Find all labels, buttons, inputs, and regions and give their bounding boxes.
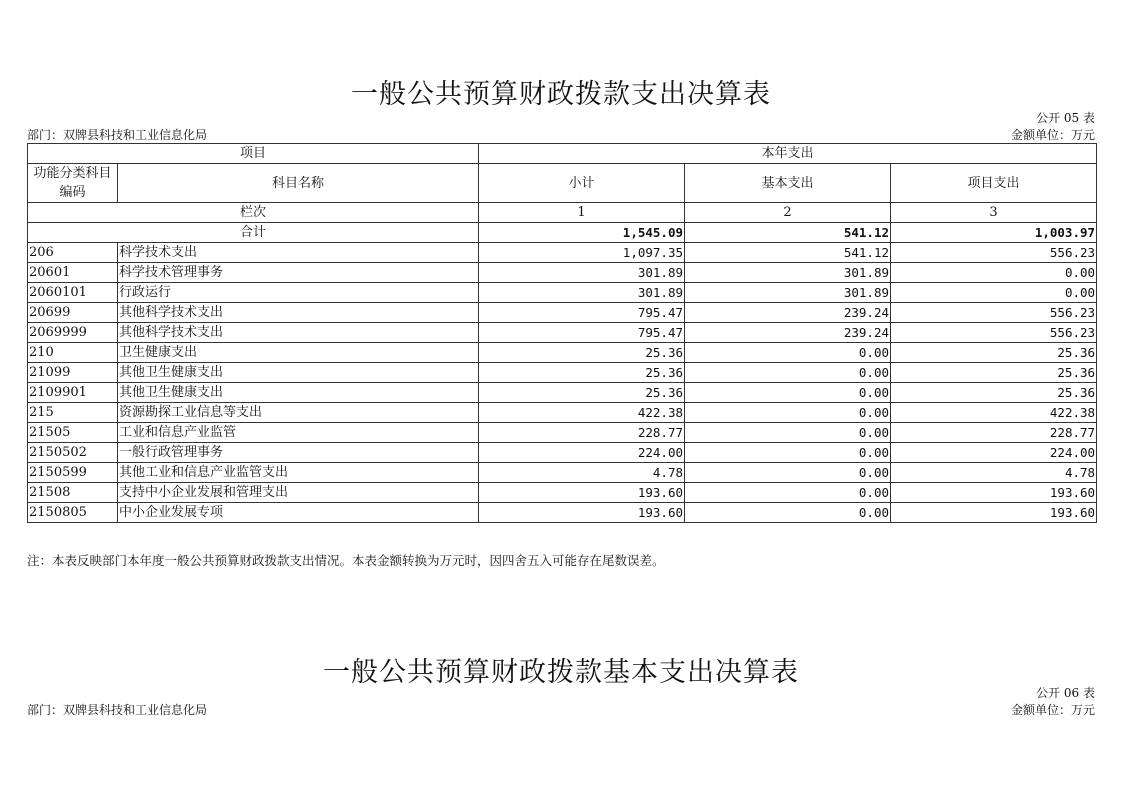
row-name: 其他卫生健康支出 (118, 363, 479, 383)
header-subtotal: 小计 (479, 164, 685, 203)
row-basic: 0.00 (685, 443, 891, 463)
row-subtotal: 1,097.35 (479, 243, 685, 263)
table2-unit: 金额单位：万元 (1010, 703, 1095, 717)
total-label: 合计 (28, 223, 479, 243)
row-name: 科学技术支出 (118, 243, 479, 263)
row-subtotal: 795.47 (479, 323, 685, 343)
table1-note: 注：本表反映部门本年度一般公共预算财政拨款支出情况。本表金额转换为万元时，因四舍五入可能存在尾数误差。 (27, 553, 665, 568)
table-row (28, 363, 1097, 383)
table-row (28, 503, 1097, 523)
header-row-2 (28, 164, 1097, 203)
header-basic: 基本支出 (685, 164, 891, 203)
row-subtotal: 224.00 (479, 443, 685, 463)
table-row (28, 303, 1097, 323)
table1-dept: 部门：双牌县科技和工业信息化局 (27, 128, 208, 142)
row-basic: 0.00 (685, 503, 891, 523)
row-subtotal: 301.89 (479, 263, 685, 283)
total-subtotal: 1,545.09 (479, 223, 685, 243)
row-name: 其他科学技术支出 (118, 303, 479, 323)
row-code: 206 (28, 243, 118, 263)
row-project: 556.23 (891, 243, 1097, 263)
total-basic: 541.12 (685, 223, 891, 243)
row-project: 193.60 (891, 483, 1097, 503)
row-subtotal: 795.47 (479, 303, 685, 323)
row-project: 556.23 (891, 323, 1097, 343)
row-subtotal: 228.77 (479, 423, 685, 443)
row-code: 20699 (28, 303, 118, 323)
row-name: 行政运行 (118, 283, 479, 303)
row-name: 卫生健康支出 (118, 343, 479, 363)
table2-code: 公开 06 表 (1036, 686, 1095, 700)
header-project-spend: 项目支出 (891, 164, 1097, 203)
table-row (28, 323, 1097, 343)
table-row (28, 443, 1097, 463)
row-project: 25.36 (891, 383, 1097, 403)
row-basic: 301.89 (685, 283, 891, 303)
table1-unit: 金额单位：万元 (1010, 128, 1095, 142)
lanci-label: 栏次 (28, 203, 479, 223)
row-project: 193.60 (891, 503, 1097, 523)
row-subtotal: 301.89 (479, 283, 685, 303)
row-project: 0.00 (891, 283, 1097, 303)
total-row (28, 223, 1097, 243)
total-project: 1,003.97 (891, 223, 1097, 243)
row-basic: 0.00 (685, 383, 891, 403)
row-subtotal: 25.36 (479, 343, 685, 363)
row-subtotal: 193.60 (479, 483, 685, 503)
row-name: 其他科学技术支出 (118, 323, 479, 343)
row-code: 215 (28, 403, 118, 423)
table1-code: 公开 05 表 (1036, 111, 1095, 125)
row-project: 25.36 (891, 363, 1097, 383)
row-basic: 301.89 (685, 263, 891, 283)
row-basic: 0.00 (685, 403, 891, 423)
row-name: 支持中小企业发展和管理支出 (118, 483, 479, 503)
row-subtotal: 422.38 (479, 403, 685, 423)
row-code: 21099 (28, 363, 118, 383)
header-year-spend: 本年支出 (479, 144, 1097, 164)
table-row (28, 383, 1097, 403)
row-subtotal: 4.78 (479, 463, 685, 483)
row-project: 556.23 (891, 303, 1097, 323)
table1-title: 一般公共预算财政拨款支出决算表 (351, 79, 771, 110)
row-code: 2150502 (28, 443, 118, 463)
row-name: 工业和信息产业监管 (118, 423, 479, 443)
table-row (28, 343, 1097, 363)
table2-title: 一般公共预算财政拨款基本支出决算表 (323, 657, 799, 688)
row-basic: 239.24 (685, 323, 891, 343)
row-basic: 0.00 (685, 463, 891, 483)
row-code: 2069999 (28, 323, 118, 343)
table-row (28, 463, 1097, 483)
row-code: 20601 (28, 263, 118, 283)
row-code: 2150805 (28, 503, 118, 523)
row-project: 25.36 (891, 343, 1097, 363)
row-name: 中小企业发展专项 (118, 503, 479, 523)
row-project: 224.00 (891, 443, 1097, 463)
header-func-code: 功能分类科目编码 (28, 164, 118, 203)
row-basic: 0.00 (685, 343, 891, 363)
col-index-3: 3 (891, 203, 1097, 223)
row-basic: 0.00 (685, 483, 891, 503)
table2-dept: 部门：双牌县科技和工业信息化局 (27, 703, 208, 717)
row-code: 2109901 (28, 383, 118, 403)
table-row (28, 263, 1097, 283)
row-basic: 0.00 (685, 423, 891, 443)
column-index-row (28, 203, 1097, 223)
row-name: 科学技术管理事务 (118, 263, 479, 283)
row-project: 422.38 (891, 403, 1097, 423)
row-project: 4.78 (891, 463, 1097, 483)
row-basic: 541.12 (685, 243, 891, 263)
row-name: 资源勘探工业信息等支出 (118, 403, 479, 423)
row-code: 210 (28, 343, 118, 363)
table-row (28, 483, 1097, 503)
col-index-2: 2 (685, 203, 891, 223)
row-code: 21508 (28, 483, 118, 503)
row-name: 其他卫生健康支出 (118, 383, 479, 403)
row-name: 其他工业和信息产业监管支出 (118, 463, 479, 483)
row-code: 2060101 (28, 283, 118, 303)
expenditure-table (27, 143, 1097, 523)
row-code: 2150599 (28, 463, 118, 483)
row-subtotal: 25.36 (479, 363, 685, 383)
table-row (28, 283, 1097, 303)
row-project: 0.00 (891, 263, 1097, 283)
table-row (28, 403, 1097, 423)
header-subject-name: 科目名称 (118, 164, 479, 203)
row-basic: 239.24 (685, 303, 891, 323)
row-subtotal: 193.60 (479, 503, 685, 523)
header-row-1 (28, 144, 1097, 164)
table-row (28, 423, 1097, 443)
col-index-1: 1 (479, 203, 685, 223)
header-project: 项目 (28, 144, 479, 164)
table-row (28, 243, 1097, 263)
row-project: 228.77 (891, 423, 1097, 443)
row-code: 21505 (28, 423, 118, 443)
row-name: 一般行政管理事务 (118, 443, 479, 463)
row-subtotal: 25.36 (479, 383, 685, 403)
row-basic: 0.00 (685, 363, 891, 383)
